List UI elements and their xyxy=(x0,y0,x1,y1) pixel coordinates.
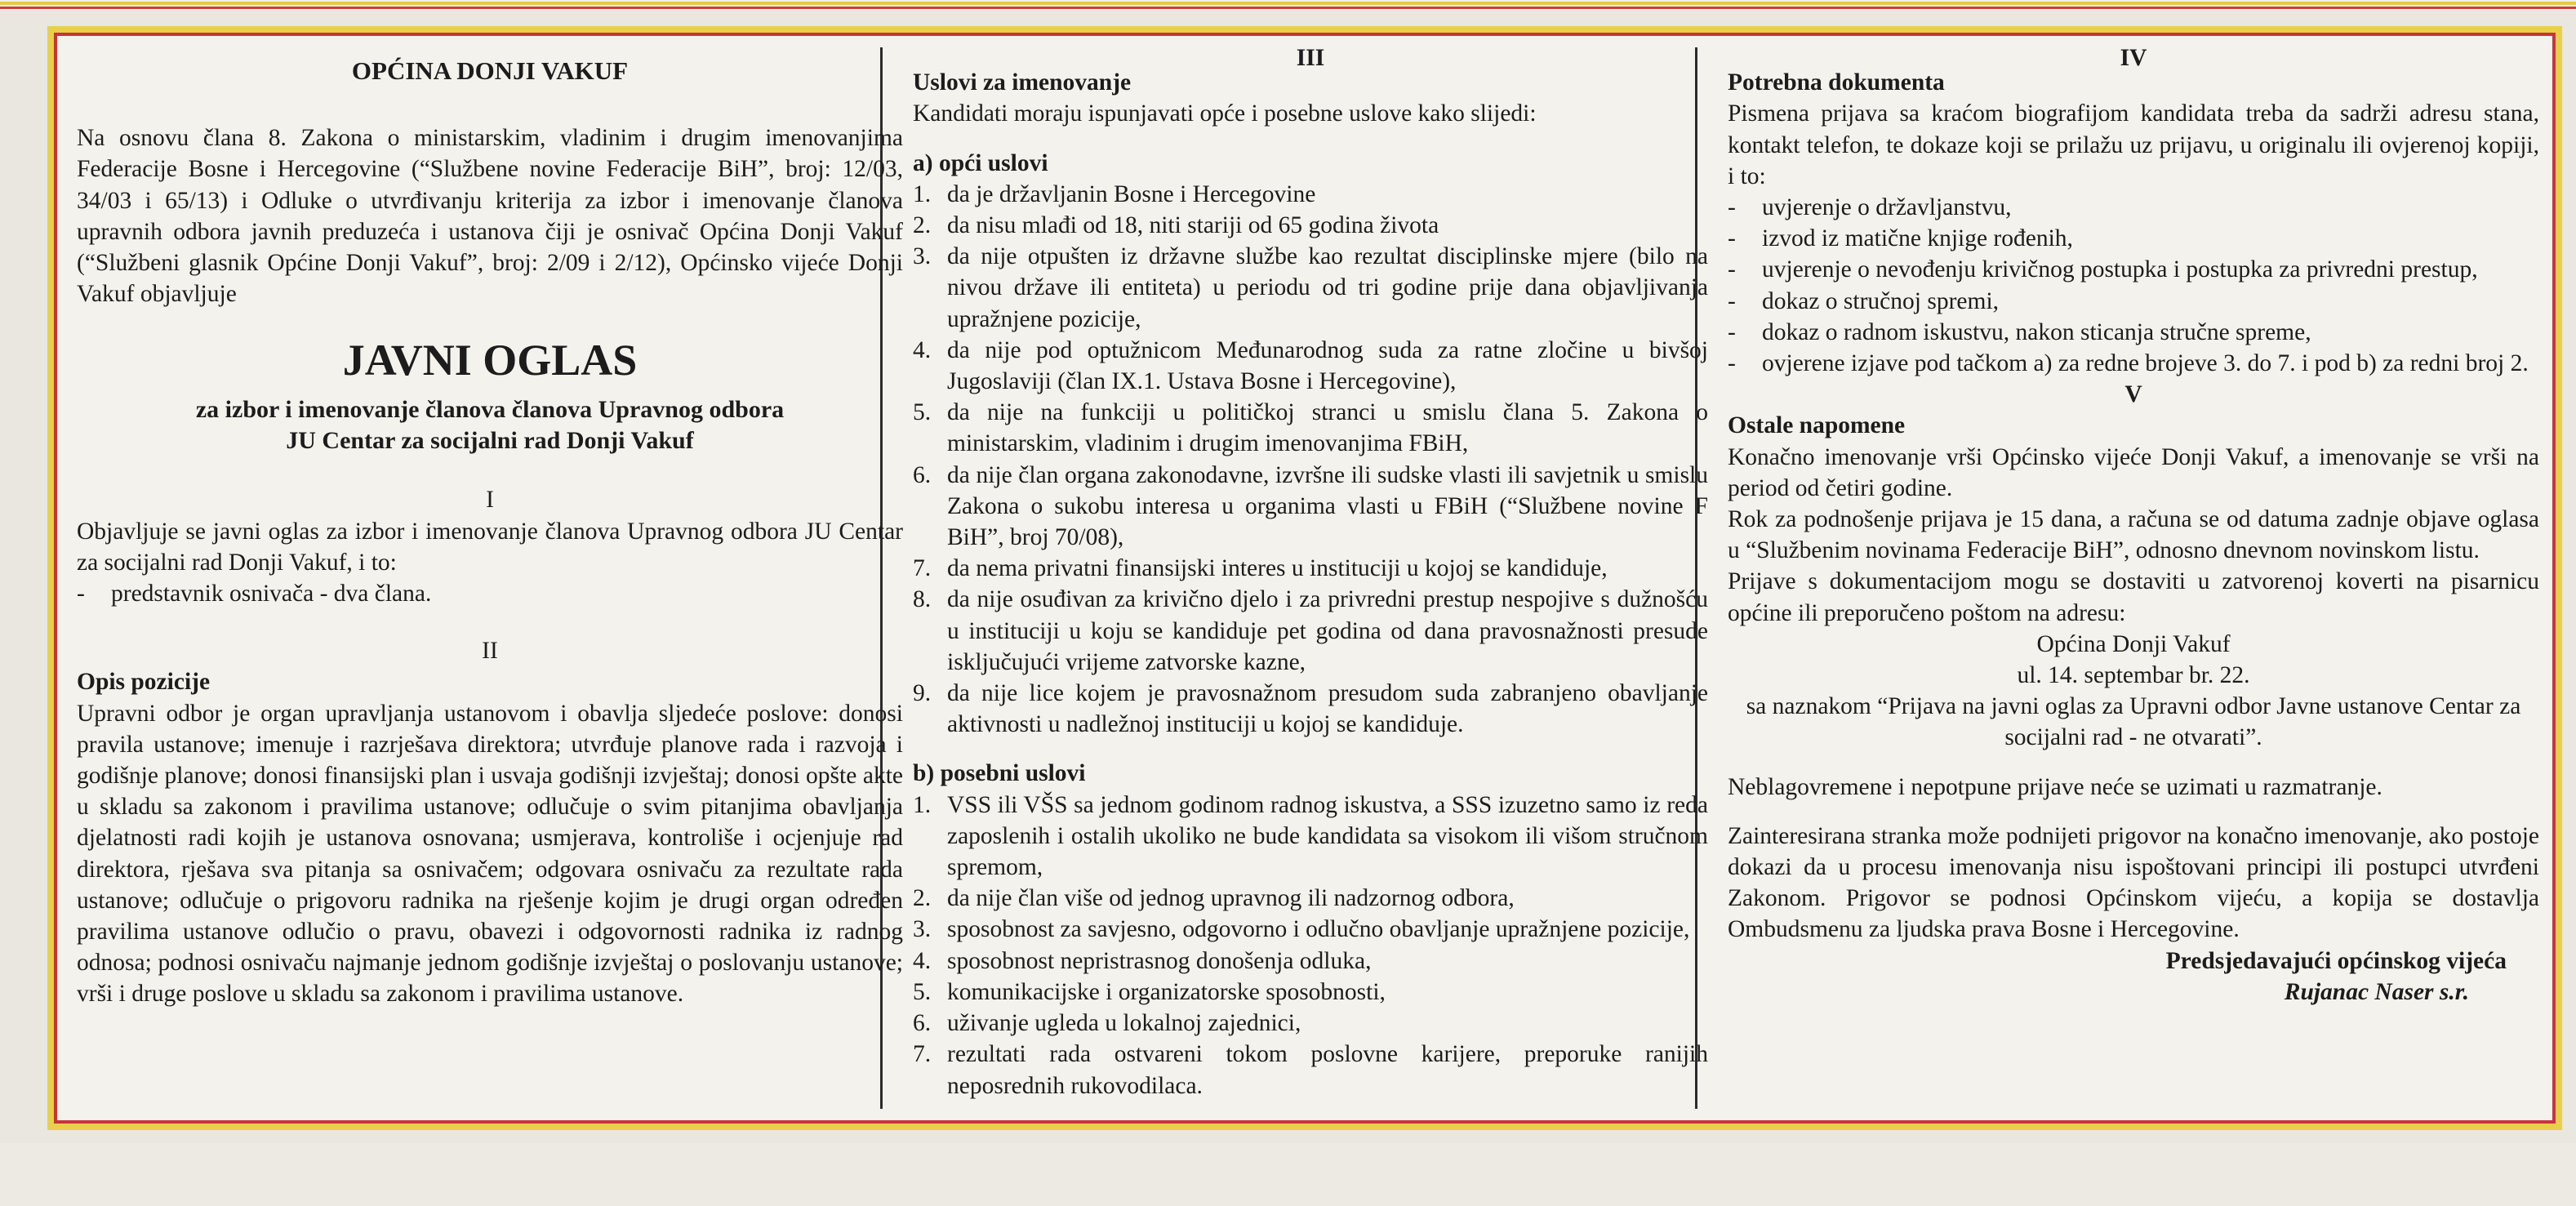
top-yellow-rule xyxy=(0,2,2576,5)
notice-title: JAVNI OGLAS xyxy=(342,336,638,385)
section-heading: Opis pozicije xyxy=(77,669,211,696)
column-2 xyxy=(895,44,1708,1112)
general-condition-item: 7. da nema privatni finansijski interes u instituciji u kojoj se kandiduje, xyxy=(913,555,1608,582)
note-paragraph: Neblagovremene i nepotpune prijave neće se uzimati u razmatranje. xyxy=(1728,773,2382,800)
column-3 xyxy=(1710,44,2539,1112)
note-paragraph: Prijave s dokumentacijom mogu se dostaviti u zatvorenoj koverti na pisarnicu općine ili preporučeno poštom na adresu: xyxy=(1728,568,2539,626)
top-red-rule xyxy=(0,7,2576,9)
general-condition-item: 4. da nije pod optužnicom Međunarodnog suda za ratne zločine u bivšoj Jugoslaviji (član IX.1. Ustava Bosne i Hercegovine), xyxy=(913,336,1708,395)
note-paragraph: Rok za podnošenje prijava je 15 dana, a računa se od datuma zadnje objave oglasa u “Službenim novinama Federacije BiH”, odnosno dnevnom novinskom listu. xyxy=(1728,506,2539,564)
special-condition-item: 6. uživanje ugleda u lokalnoj zajednici, xyxy=(913,1010,1301,1037)
special-condition-item: 5. komunikacijske i organizatorske sposobnosti, xyxy=(913,978,1386,1005)
document-item: - ovjerene izjave pod tačkom a) za redne brojeve 3. do 7. i pod b) za redni broj 2. xyxy=(1728,350,2529,377)
documents-list xyxy=(1728,192,2539,379)
general-conditions-list xyxy=(913,179,1708,741)
section-heading: Uslovi za imenovanje xyxy=(913,69,1132,96)
subsection-heading: a) opći uslovi xyxy=(913,149,1048,176)
note-paragraph: Zainteresirana stranka može podnijeti prigovor na konačno imenovanje, ako postoje dokazi da u procesu imenovanja nisu ispoštovani principi ili postupci utvrđeni Zakonom. Prigovor se podnosi Općinskom vijeću, a kopija se dostavlja Ombudsmenu za ljudska prava Bosne i Hercegovine. xyxy=(1728,822,2539,943)
section-1-text: Objavljuje se javni oglas za izbor i imenovanje članova Upravnog odbora JU Centar za socijalni rad Donji Vakuf, i to: xyxy=(77,518,903,576)
conditions-intro: Kandidati moraju ispunjavati opće i posebne uslove kako slijedi: xyxy=(913,100,1537,127)
section-number: I xyxy=(486,487,494,514)
column-1 xyxy=(77,44,903,1112)
document-item: - dokaz o stručnoj spremi, xyxy=(1728,287,2000,314)
special-condition-item: 3. sposobnost za savjesno, odgovorno i odlučno obavljanje upražnjene pozicije, xyxy=(913,916,1690,943)
general-condition-item: 9. da nije lice kojem je pravosnažnom presudom suda zabranjeno obavljanje aktivnosti u nadležnoj instituciji u kojoj se kandiduje. xyxy=(913,680,1708,738)
general-condition-item: 8. da nije osuđivan za krivično djelo i za privredni prestup nespojive s dužnošću u instituciji u koju se kandiduje pet godina od dana pravosnažnosti presude isključujući vrijeme zatvorske kazne, xyxy=(913,586,1708,675)
special-condition-item: 4. sposobnost nepristrasnog donošenja odluka, xyxy=(913,947,1372,974)
notice-subtitle: JU Centar za socijalni rad Donji Vakuf xyxy=(286,427,694,455)
section-number: V xyxy=(2124,381,2142,408)
position-description: Upravni odbor je organ upravljanja ustanovom i obavlja sljedeće poslove: donosi pravila ustanove; imenuje i razrješava direktora; utvrđuje planove rada i razvoja i godišnje planove; donosi finansijski plan i usvaja godišnji izvještaj; donosi opšte akte u skladu sa zakonom i pravilima ustanove; odlučuje o svim pitanjima obavljanja djelatnosti radi kojih je ustanova osnovana; usmjerava, kontroliše i ocjenjuje rad direktora, rješava sva pitanja sa osnivačem; odgovara osnivaču za rezultate rada ustanove; odlučuje o prigovoru radnika na rješenje kojim je drugi organ određen pravilima ustanove odlučio o pravu, obavezi i odgovornosti radnika iz radnog odnosa; podnosi osnivaču najmanje jednom godišnje izvještaj o poslovanju ustanove; vrši i druge poslove u skladu sa zakonom i pravilima ustanove. xyxy=(77,700,903,1008)
section-heading: Potrebna dokumenta xyxy=(1728,69,1945,96)
document-item: - dokaz o radnom iskustvu, nakon sticanja stručne spreme, xyxy=(1728,318,2311,345)
general-condition-item: 3. da nije otpušten iz državne službe kao rezultat disciplinske mjere (bilo na nivou države ili entiteta) u periodu od tri godine prije dana objavljivanja upražnjene pozicije, xyxy=(913,243,1708,332)
page-bottom-edge xyxy=(0,1143,2576,1206)
notice-subtitle: za izbor i imenovanje članova članova Upravnog odbora xyxy=(195,396,785,424)
general-condition-item: 6. da nije član organa zakonodavne, izvršne ili sudske vlasti ili savjetnik u smislu Zakona o sukobu interesa u organima vlasti u FBiH (“Službene novine F BiH”, broj 70/08), xyxy=(913,461,1708,551)
address-line: sa naznakom “Prijava na javni oglas za Upravni odbor Javne ustanove Centar za socijalni rad - ne otvarati”. xyxy=(1746,693,2521,751)
subsection-heading: b) posebni uslovi xyxy=(913,760,1086,787)
note-paragraph: Konačno imenovanje vrši Općinsko vijeće Donji Vakuf, a imenovanje se vrši na period od četiri godine. xyxy=(1728,443,2539,501)
special-condition-item: 7. rezultati rada ostvareni tokom poslovne karijere, preporuke ranijih neposrednih rukovodilaca. xyxy=(913,1041,1708,1099)
section-number: IV xyxy=(2120,45,2147,71)
special-conditions-list xyxy=(913,790,1708,1101)
section-number: II xyxy=(482,638,498,665)
general-condition-item: 5. da nije na funkciji u političkoj stranci u smislu člana 5. Zakona o ministarskim, vladinim i drugim imenovanjima FBiH, xyxy=(913,399,1708,457)
section-number: III xyxy=(1296,45,1325,71)
document-item: - uvjerenje o nevođenju krivičnog postupka i postupka za privredni prestup, xyxy=(1728,256,2478,283)
section-heading: Ostale napomene xyxy=(1728,412,1906,439)
public-notice-ad xyxy=(54,33,2556,1124)
special-condition-item: 2. da nije član više od jednog upravnog ili nadzornog odbora, xyxy=(913,885,1515,912)
special-condition-item: 1. VSS ili VŠS sa jednom godinom radnog iskustva, a SSS izuzetno samo iz reda zaposlenih i ostalih ukoliko ne bude kandidata sa visokom ili višom stručnom spremom, xyxy=(913,791,1708,881)
address-line: Općina Donji Vakuf xyxy=(2036,630,2231,657)
list-item: - predstavnik osnivača - dva člana. xyxy=(77,581,432,607)
municipality-heading: OPĆINA DONJI VAKUF xyxy=(351,56,629,85)
general-condition-item: 1. da je državljanin Bosne i Hercegovine xyxy=(913,180,1316,207)
signature-name: Rujanac Naser s.r. xyxy=(2284,978,2469,1005)
documents-intro: Pismena prijava sa kraćom biografijom kandidata treba da sadrži adresu stana, kontakt telefon, te dokaze koji se prilažu uz prijavu, u originalu ili ovjerenoj kopiji, i to: xyxy=(1728,100,2539,189)
general-condition-item: 2. da nisu mlađi od 18, niti stariji od 65 godina života xyxy=(913,212,1439,239)
address-line: ul. 14. septembar br. 22. xyxy=(2017,662,2250,689)
document-item: - izvod iz matične knjige rođenih, xyxy=(1728,225,2073,252)
document-item: - uvjerenje o državljanstvu, xyxy=(1728,194,2012,221)
intro-paragraph: Na osnovu člana 8. Zakona o ministarskim, vladinim i drugim imenovanjima Federacije Bosne i Hercegovine (“Službene novine Federacije BiH”, broj: 12/03, 34/03 i 65/13) i Odluke o utvrđivanju kriterija za izbor i imenovanje članova upravnih odbora javnih preduzeća i ustanova čiji je osnivač Općina Donji Vakuf (“Službeni glasnik Općine Donji Vakuf”, broj: 2/09 i 2/12), Općinsko vijeće Donji Vakuf objavljuje xyxy=(77,125,903,308)
signature-title: Predsjedavajući općinskog vijeća xyxy=(2165,947,2507,974)
